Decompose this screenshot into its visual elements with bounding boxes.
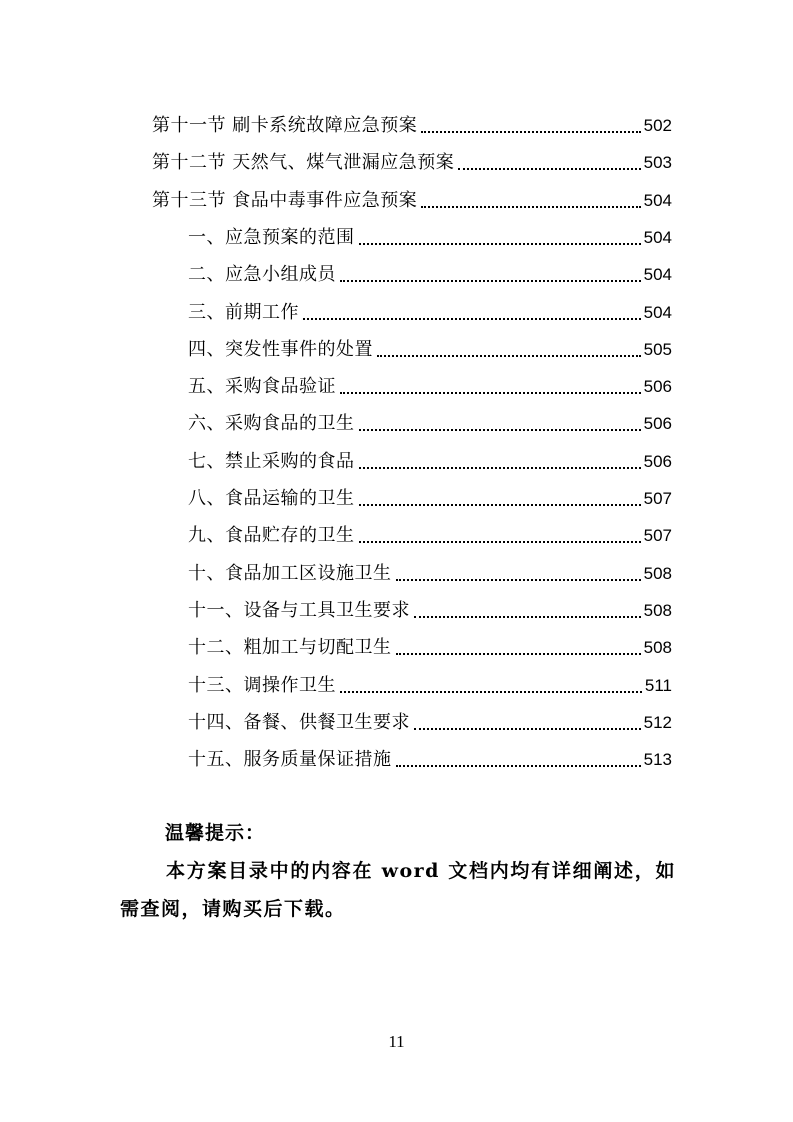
- toc-entry-label: 十、食品加工区设施卫生: [188, 562, 392, 584]
- toc-entry-label: 十四、备餐、供餐卫生要求: [188, 711, 410, 733]
- toc-leader-dots: [303, 318, 641, 320]
- toc-entry-page: 508: [643, 563, 672, 583]
- toc-entry[interactable]: [152, 138, 672, 175]
- toc-leader-dots: [359, 429, 641, 431]
- toc-entry-label: 一、应急预案的范围: [188, 226, 355, 248]
- toc-leader-dots: [458, 168, 640, 170]
- toc-entry[interactable]: [188, 325, 672, 362]
- toc-entry-label: 六、采购食品的卫生: [188, 413, 355, 435]
- toc-leader-dots: [421, 131, 640, 133]
- toc-entry-label: 第十一节 刷卡系统故障应急预案: [152, 115, 418, 136]
- toc-entry[interactable]: [188, 586, 672, 623]
- toc-entry-page: 506: [643, 414, 672, 434]
- toc-entry[interactable]: [188, 549, 672, 586]
- toc-entry[interactable]: [188, 399, 672, 436]
- toc-entry[interactable]: [188, 474, 672, 511]
- toc-leader-dots: [414, 616, 641, 618]
- toc-entry-page: 506: [643, 451, 672, 471]
- toc-entry-label: 十三、调操作卫生: [188, 674, 336, 696]
- toc-entry-label: 八、食品运输的卫生: [188, 488, 355, 509]
- toc-leader-dots: [396, 765, 641, 767]
- toc-entry-page: 513: [643, 750, 672, 770]
- toc-entry-page: 512: [643, 712, 672, 732]
- toc-entry[interactable]: [188, 250, 672, 287]
- toc-leader-dots: [421, 206, 640, 208]
- toc-entry-page: 506: [643, 377, 672, 397]
- toc-entry-label: 二、应急小组成员: [188, 264, 336, 286]
- toc-leader-dots: [359, 541, 641, 543]
- toc-entry-label: 九、食品贮存的卫生: [188, 525, 355, 547]
- toc-leader-dots: [414, 728, 641, 730]
- toc-entry-label: 第十三节 食品中毒事件应急预案: [152, 189, 418, 211]
- toc-leader-dots: [359, 467, 641, 469]
- toc-leader-dots: [340, 691, 642, 693]
- toc-entry-label: 四、突发性事件的处置: [188, 338, 373, 360]
- toc-entry-page: 503: [643, 153, 672, 173]
- toc-leader-dots: [396, 579, 641, 581]
- page-number: 11: [388, 1032, 405, 1051]
- toc-leader-dots: [340, 392, 641, 394]
- toc-entry-page: 504: [643, 265, 672, 285]
- toc-entry-page: 507: [643, 526, 672, 546]
- toc-entry-page: 508: [643, 638, 672, 658]
- toc-entry-label: 第十二节 天然气、煤气泄漏应急预案: [152, 152, 455, 174]
- toc-entry[interactable]: [188, 698, 672, 735]
- toc-entry[interactable]: [152, 101, 672, 138]
- toc-entry-label: 七、禁止采购的食品: [188, 450, 355, 472]
- toc-entry[interactable]: [188, 213, 672, 250]
- toc-leader-dots: [359, 504, 641, 506]
- toc-entry-label: 三、前期工作: [188, 301, 299, 323]
- toc-entry-label: 十一、设备与工具卫生要求: [188, 599, 410, 621]
- toc-entry-page: 502: [643, 116, 672, 135]
- toc-entry-page: 507: [643, 489, 672, 508]
- toc-leader-dots: [396, 653, 641, 655]
- toc-entry-label: 十二、粗加工与切配卫生: [188, 637, 392, 659]
- toc-entry-page: 508: [643, 600, 672, 620]
- toc-entry[interactable]: [188, 623, 672, 660]
- toc-entry-page: 511: [644, 675, 672, 695]
- tip-body: 本方案目录中的内容在 word 文档内均有详细阐述，如需查阅，请购买后下载。: [120, 860, 676, 920]
- toc-leader-dots: [340, 280, 641, 282]
- toc-entry-page: 504: [643, 227, 672, 247]
- toc-leader-dots: [377, 355, 641, 357]
- toc-entry-page: 504: [643, 190, 672, 210]
- toc-entry[interactable]: [188, 735, 672, 772]
- toc-entry[interactable]: [188, 511, 672, 548]
- toc-entry[interactable]: [188, 661, 672, 698]
- toc-entry[interactable]: [188, 362, 672, 399]
- toc-entry-label: 十五、服务质量保证措施: [188, 749, 392, 771]
- toc-entry-label: 五、采购食品验证: [188, 376, 336, 398]
- toc-leader-dots: [359, 243, 641, 245]
- toc-entry-page: 504: [643, 302, 672, 322]
- toc-entry[interactable]: [188, 437, 672, 474]
- toc-entry[interactable]: [188, 288, 672, 325]
- tip-title: 温馨提示：: [165, 822, 266, 844]
- toc-entry-page: 505: [643, 339, 672, 359]
- toc-entry[interactable]: [152, 176, 672, 213]
